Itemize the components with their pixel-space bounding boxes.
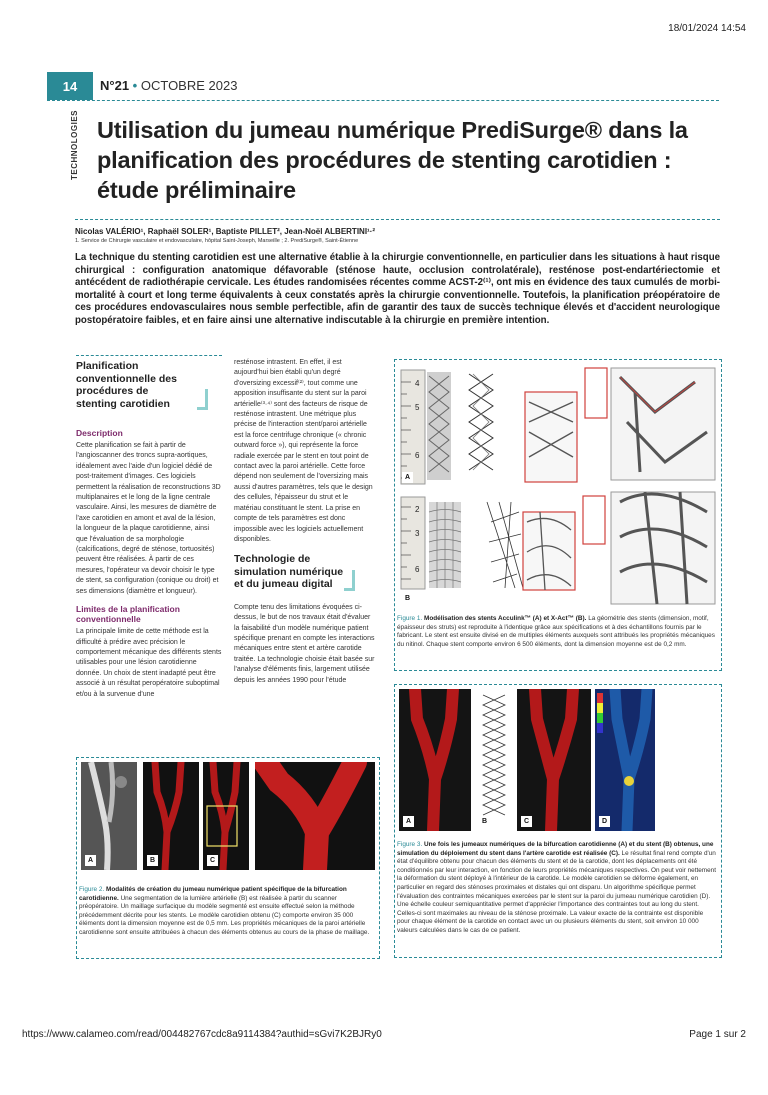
- column-1: [76, 355, 222, 700]
- stress-map-image: [595, 689, 655, 831]
- figure-3-caption-title: Une fois les jumeaux numériques de la bifurcation carotidienne (A) et du stent (B) obtenus, une simulation du déploiement du stent dans l'artère carotide est réalisée (C).: [397, 841, 714, 857]
- figure-3: [394, 684, 722, 958]
- issue-info: [100, 78, 237, 93]
- figure-2-panel-a-label: A: [85, 855, 96, 866]
- figure-2-panel-b-label: B: [147, 855, 158, 866]
- authors: Nicolas VALÉRIO¹, Raphaël SOLER¹, Baptiste PILLET², Jean-Noël ALBERTINI¹·²: [75, 227, 376, 236]
- article-title: Utilisation du jumeau numérique PrediSurge® dans la planification des procédures de stenting carotidien : étude préliminaire: [97, 117, 688, 203]
- ruler-a-tick-1: 4: [415, 379, 420, 388]
- carotid-model-image: [399, 689, 471, 831]
- subheading-description: Description: [76, 428, 123, 438]
- abstract: La technique du stenting carotidien est une alternative établie à la chirurgie conventionnelle, en particulier dans les situations à haut risque chirurgical : configuration anatomique défavorable (sténose haute, occlusion controlatérale), resténose post-endartériectomie et antécédent de radiothérapie cervicale. Les études randomisées récentes comme ACST-2⁽¹⁾, ont mis en évidence des taux cumulés de morbi-mortalité à court et long terme équivalents à ceux constatés après la chirurgie conventionnelle. Toutefois, la planification préopératoire de ces procédures endovasculaires nous semble perfectible, afin de garantir des taux de succès technique élevés et d'accident neurologique postopératoire faibles, et en faire ainsi une alternative indiscutable à la chirurgie en première intention.: [75, 252, 720, 326]
- figure-3-panel-c: [517, 689, 591, 831]
- issue-separator: •: [132, 78, 138, 93]
- ruler-b-tick-3: 6: [415, 565, 420, 574]
- figure-3-panel-b-label: B: [479, 816, 490, 827]
- figure-2-panel-b: [143, 762, 199, 870]
- source-url: https://www.calameo.com/read/004482767cdc8a9114384?authid=sGvi7K2BJRy0: [22, 1029, 382, 1040]
- ruler-a-tick-3: 6: [415, 451, 420, 460]
- section-tag: TECHNOLOGIES: [70, 109, 79, 180]
- mesh-model-image: [203, 762, 249, 870]
- figure-3-panel-b: [475, 689, 513, 831]
- figure-3-caption-label: Figure 3.: [397, 841, 423, 848]
- paragraph-limites: La principale limite de cette méthode est la difficulté à prédire avec précision le comportement mécanique des différents stents utilisables pour une lésion carotidienne donnée. Un choix de stent inadapté peut être associé à un résultat peropératoire suboptimal et/ou à la survenue d'une: [76, 628, 222, 698]
- figure-2-zoom: [255, 762, 375, 870]
- figure-2-caption-label: Figure 2.: [79, 886, 105, 893]
- heading-decoration: [197, 389, 208, 410]
- ruler-b-tick-2: 3: [415, 529, 420, 538]
- stent-model-image: [475, 689, 513, 831]
- issue-date: OCTOBRE 2023: [140, 78, 238, 93]
- figure-1-panel-a-label: A: [402, 472, 413, 483]
- affiliations: 1. Service de Chirurgie vasculaire et endovasculaire, hôpital Saint-Joseph, Marseille ; 2. PrediSurge®, Saint-Étienne: [75, 238, 359, 244]
- segmentation-image: [143, 762, 199, 870]
- figure-2-panel-c-label: C: [207, 855, 218, 866]
- issue-number: N°21: [100, 78, 130, 93]
- figure-3-caption: [397, 841, 717, 936]
- title-divider: [75, 219, 720, 220]
- stent-deployment-image: [517, 689, 591, 831]
- figure-3-panel-d-label: D: [599, 816, 610, 827]
- figure-2-panel-c: [203, 762, 249, 870]
- column-1-top-rule: [76, 355, 222, 356]
- figure-3-panel-a: [399, 689, 471, 831]
- figure-2: [76, 757, 380, 959]
- figure-1-illustration: [395, 362, 721, 614]
- page-counter: Page 1 sur 2: [689, 1029, 746, 1040]
- section-heading-planification: Planification conventionnelle des procédures de stenting carotidien: [76, 360, 177, 410]
- figure-2-caption-text: Une segmentation de la lumière artérielle (B) est réalisée à partir du scanner préopératoire. Un maillage surfacique du modèle segmenté est ensuite effectué selon la méthode précédemment décrite pour les stents. Le modèle carotidien obtenu (C) comporte environ 35 000 éléments dont la dimension moyenne est de 0,5 mm. Les propriétés mécaniques de la paroi artérielle carotidienne sont ensuite attribuées à chacun des éléments obtenus au cours de la phase de maillage.: [79, 894, 370, 936]
- figure-1-caption-title: Modélisation des stents Acculink™ (A) et X-Act™ (B).: [424, 615, 587, 622]
- figure-3-panel-c-label: C: [521, 816, 532, 827]
- figure-3-panel-d: [595, 689, 655, 831]
- paragraph-restenose: resténose intrastent. En effet, il est aujourd'hui bien établi qu'un degré d'oversizing excessif⁽²⁾, tout comme une apposition insuffisante du stent sur la paroi artérielle⁽³·⁴⁾ sont des facteurs de risque de resténose intrastent. Une métrique plus précise de l'interaction stent/paroi artérielle est la force centrifuge chronique (« chronic outward force »), qui représente la force radiale exercée par le stent en tout point de contact avec la paroi artérielle. Cette force dépend non seulement de l'oversizing mais aussi d'autres paramètres, tels que le design des cellules, l'épaisseur du strut et le matériau constituant le stent. La prise en compte de tels paramètres est donc impossible avec les logiciels actuellement disponibles.: [234, 359, 373, 543]
- section-heading-technologie: Technologie de simulation numérique et du jumeau digital: [234, 553, 344, 591]
- figure-1-caption-label: Figure 1.: [397, 615, 423, 622]
- figure-3-panel-a-label: A: [403, 816, 414, 827]
- subheading-limites: Limites de la planification conventionnelle: [76, 604, 180, 625]
- heading-decoration-2: [344, 570, 355, 591]
- figure-1-caption: [397, 615, 717, 649]
- ct-scan-image: [81, 762, 137, 870]
- paragraph-technologie: Compte tenu des limitations évoquées ci-dessus, le but de nos travaux était d'évaluer la faisabilité d'un modèle numérique patient spécifique prenant en compte les interactions mécaniques entre stent et artère carotide traitée. La technologie choisie était basée sur l'analyse d'éléments finis, largement utilisée depuis les années 1990 pour l'étude: [234, 603, 375, 684]
- print-datetime: 18/01/2024 14:54: [668, 23, 746, 34]
- column-2: [234, 358, 377, 686]
- ruler-a-tick-2: 5: [415, 403, 420, 412]
- figure-2-caption: [79, 886, 375, 938]
- figure-1-caption-text: La géométrie des stents (dimension, motif, épaisseur des struts) est reproduite à l'identique grâce aux spécifications et à des échantillons fournis par le fabricant. Le stent est ensuite divisé en de multiples éléments auxquels sont attribués les propriétés mécaniques du nitinol. Chaque stent comporte environ 6 500 éléments, dont la dimension moyenne est de 0,2 mm.: [397, 615, 715, 648]
- figure-3-caption-text: Le résultat final rend compte d'un état d'équilibre obtenu pour chacun des éléments du stent et de la carotide, dont les déplacements ont été conditionnés par leur interaction, en fonction de leurs propriétés mécaniques respectives. On peut voir nettement la déformation du stent déployé à l'intérieur de la carotide. Le modèle carotidien se déforme également, en particulier en regard des sténoses proximales et distales qui ont disparu. Un algorithme spécifique permet l'évaluation des contraintes mécaniques exercées par le stent sur la paroi du jumeau numérique carotidien (D). Une échelle couleur semiquantitative permet d'apprécier l'importance des contraintes tout au long du stent. Celles-ci sont maximales au niveau de la sténose proximale. La valeur exacte de la contrainte est disponible pour chaque élément de la carotide en contact avec un ou plusieurs éléments du stent, soit environ 10 000 valeurs calculées dans le cas de ce patient.: [397, 849, 717, 934]
- paragraph-description: Cette planification se fait à partir de l'angioscanner des troncs supra-aortiques, idéalement avec l'aide d'un logiciel dédié de post-traitement d'images. Ces logiciels permettent la réalisation de reconstructions 3D multiplanaires et le long de la ligne centrale vasculaire. Ainsi, les mesures de diamètre de l'axe carotidien en amont et aval de la lésion, la longueur de la plaque carotidienne, ainsi que l'évaluation de sa morphologie (calcifications, degré de sténose, tortuosités) peuvent être réalisées. À partir de ces mesures, l'opérateur va devoir choisir le type de stent, sa configuration (conique ou droit) et ses dimensions (diamètre et longueur).: [76, 442, 221, 595]
- page-number-badge: 14: [47, 72, 93, 100]
- header-divider: [47, 100, 719, 101]
- ruler-b-tick-1: 2: [415, 505, 420, 514]
- figure-1-panel-b-label: B: [402, 593, 413, 604]
- figure-2-panel-a: [81, 762, 137, 870]
- zoomed-bifurcation-image: [255, 762, 375, 870]
- figure-2-caption-title: Modalités de création du jumeau numérique patient spécifique de la bifurcation carotidienne.: [79, 886, 347, 902]
- figure-1: [394, 359, 722, 671]
